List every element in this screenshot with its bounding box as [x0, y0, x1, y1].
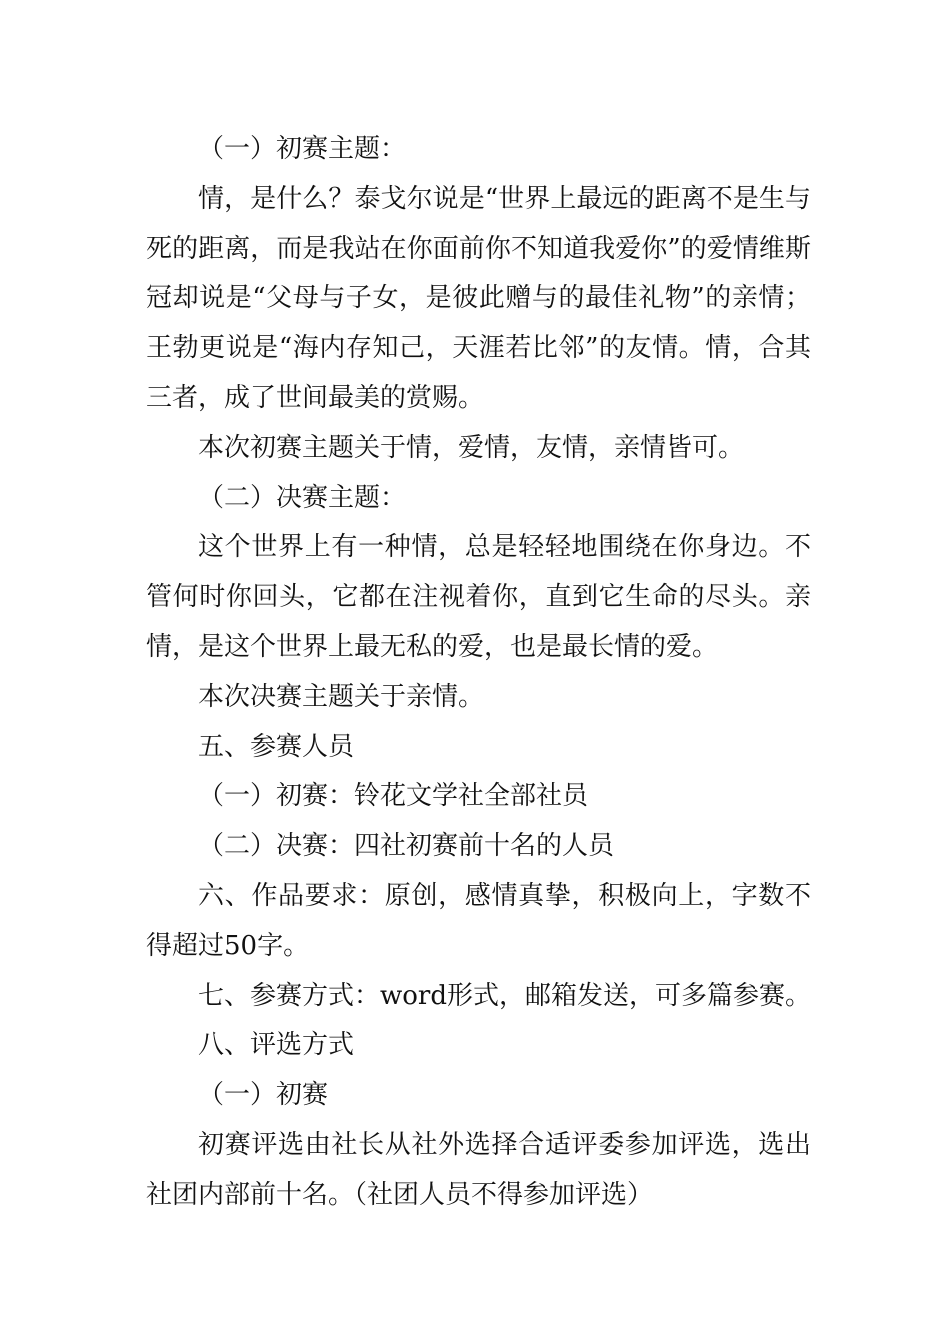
- final-theme-description: 这个世界上有一种情，总是轻轻地围绕在你身边。不管何时你回头，它都在注视着你，直到它生命的尽头。亲情，是这个世界上最无私的爱，也是最长情的爱。: [146, 532, 811, 662]
- preliminary-theme-heading: （一）初赛主题：: [198, 134, 407, 164]
- submission-method: 七、参赛方式：word形式，邮箱发送，可多篇参赛。: [198, 980, 811, 1011]
- document-body: [146, 125, 811, 1221]
- judging-heading: 八、评选方式: [198, 1030, 355, 1061]
- work-requirements: 六、作品要求：原创，感情真挚，积极向上，字数不得超过50字。: [146, 880, 811, 961]
- preliminary-theme-description: 情，是什么？泰戈尔说是“世界上最远的距离不是生与死的距离，而是我站在你面前你不知道我爱你”的爱情维斯冠却说是“父母与子女，是彼此赠与的最佳礼物”的亲情；王勃更说是“海内存知己，天涯若比邻”的友情。情，合其三者，成了世间最美的赏赐。: [146, 183, 811, 413]
- final-theme-summary: 本次决赛主题关于亲情。: [198, 681, 485, 712]
- participants-heading: 五、参赛人员: [198, 731, 355, 762]
- participants-preliminary: （一）初赛：铃花文学社全部社员: [198, 781, 589, 812]
- judging-preliminary-heading: （一）初赛: [198, 1080, 329, 1111]
- final-theme-heading: （二）决赛主题：: [198, 482, 407, 513]
- participants-final: （二）决赛：四社初赛前十名的人员: [198, 831, 615, 862]
- judging-preliminary-description: 初赛评选由社长从社外选择合适评委参加评选，选出社团内部前十名。（社团人员不得参加评选）: [146, 1129, 811, 1210]
- preliminary-theme-summary: 本次初赛主题关于情，爱情，友情，亲情皆可。: [198, 432, 745, 463]
